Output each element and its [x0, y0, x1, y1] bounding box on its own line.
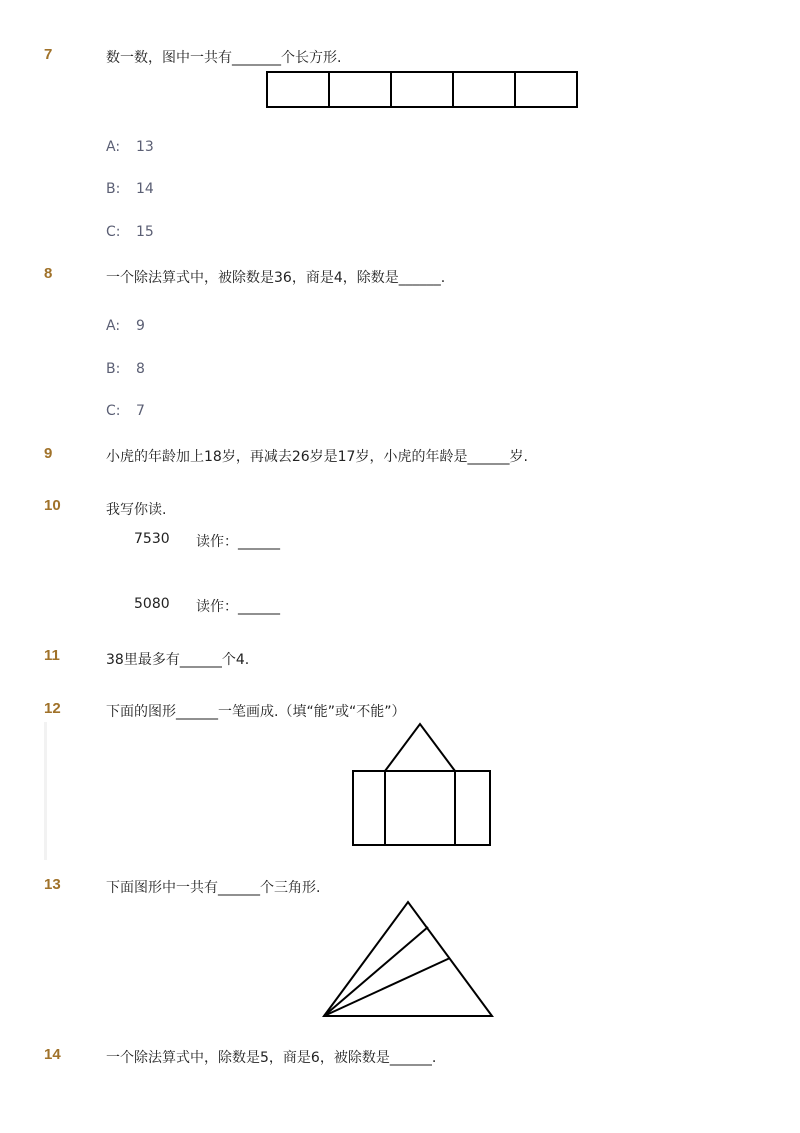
written-number: 5080 — [134, 596, 170, 612]
question-text: 下面的图形______一笔画成.（填“能”或“不能”） — [106, 704, 406, 720]
question-number: 7 — [44, 46, 53, 63]
reading-blank: 读作：______ — [196, 534, 280, 550]
written-number: 7530 — [134, 531, 170, 547]
option-label: A: — [106, 318, 121, 334]
option-a[interactable] — [106, 139, 154, 155]
option-label: B: — [106, 181, 121, 197]
reading-blank: 读作：______ — [196, 599, 280, 615]
outer-triangle — [324, 902, 492, 1016]
option-label: A: — [106, 139, 121, 155]
option-value: 8 — [136, 361, 145, 377]
figure-outline — [353, 771, 490, 845]
option-c[interactable] — [106, 403, 145, 419]
option-value: 13 — [136, 139, 154, 155]
option-label: C: — [106, 224, 121, 240]
question-text: 38里最多有______个4. — [106, 652, 250, 668]
triangles-figure — [322, 900, 494, 1019]
question-number: 9 — [44, 445, 53, 462]
question-text: 下面图形中一共有______个三角形. — [106, 880, 321, 896]
inner-segment — [324, 927, 428, 1016]
question-text: 小虎的年龄加上18岁，再减去26岁是17岁，小虎的年龄是______岁. — [106, 449, 528, 465]
question-number: 11 — [44, 647, 60, 664]
option-label: C: — [106, 403, 121, 419]
question-text: 一个除法算式中，除数是5，商是6，被除数是______. — [106, 1050, 437, 1066]
question-text: 我写你读. — [106, 502, 167, 518]
question-text: 一个除法算式中，被除数是36，商是4，除数是______. — [106, 270, 446, 286]
question-number: 14 — [44, 1046, 61, 1063]
question-text: 数一数，图中一共有_______个长方形. — [106, 50, 342, 66]
roof-triangle — [385, 724, 455, 771]
question-number: 10 — [44, 497, 61, 514]
margin-stripe — [44, 722, 47, 860]
question-number: 13 — [44, 876, 61, 893]
option-a[interactable] — [106, 318, 145, 334]
question-number: 8 — [44, 265, 53, 282]
option-value: 15 — [136, 224, 154, 240]
option-value: 7 — [136, 403, 145, 419]
option-b[interactable] — [106, 181, 154, 197]
option-b[interactable] — [106, 361, 145, 377]
option-c[interactable] — [106, 224, 154, 240]
option-label: B: — [106, 361, 121, 377]
house-figure — [352, 723, 492, 848]
inner-segment — [324, 958, 450, 1016]
option-value: 14 — [136, 181, 154, 197]
rectangles-figure — [266, 71, 578, 109]
figure-outline — [267, 72, 577, 107]
option-value: 9 — [136, 318, 145, 334]
question-number: 12 — [44, 700, 61, 717]
